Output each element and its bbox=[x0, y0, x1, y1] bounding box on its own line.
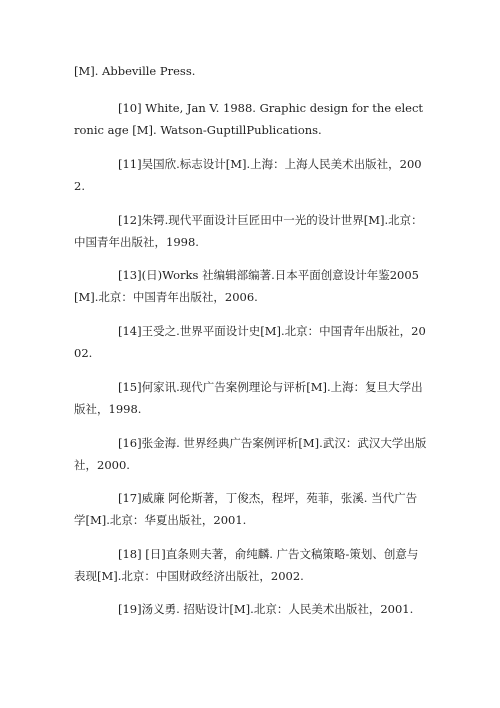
reference-11: [11]吴国欣.标志设计[M].上海：上海人民美术出版社，2002. bbox=[74, 157, 422, 193]
reference-14: [14]王受之.世界平面设计史[M].北京：中国青年出版社，2002. bbox=[74, 324, 426, 360]
reference-continuation: [M]. Abbeville Press. bbox=[74, 64, 196, 78]
reference-19: [19]汤义勇. 招贴设计[M].北京：人民美术出版社，2001. bbox=[118, 602, 414, 616]
reference-17: [17]威廉 阿伦斯著，丁俊杰，程坪，苑菲，张溪. 当代广告学[M].北京：华夏出版社，2001. bbox=[74, 491, 418, 527]
reference-12: [12]朱锷.现代平面设计巨匠田中一光的设计世界[M].北京：中国青年出版社，1998. bbox=[74, 213, 423, 249]
reference-16: [16]张金海. 世界经典广告案例评析[M].武汉：武汉大学出版社，2000. bbox=[74, 436, 427, 472]
reference-18: [18] [日]直条则夫著，俞纯麟. 广告文稿策略-策划、创意与表现[M].北京：中国财政经济出版社，2002. bbox=[74, 547, 419, 583]
reference-10: [10] White, Jan V. 1988. Graphic design for the electronic age [M]. Watson-GuptillPublications. bbox=[74, 101, 424, 137]
reference-13: [13](日)Works 社编辑部编著.日本平面创意设计年鉴2005[M].北京：中国青年出版社，2006. bbox=[74, 268, 419, 304]
reference-15: [15]何家讯.现代广告案例理论与评析[M].上海：复旦大学出版社，1998. bbox=[74, 380, 423, 416]
